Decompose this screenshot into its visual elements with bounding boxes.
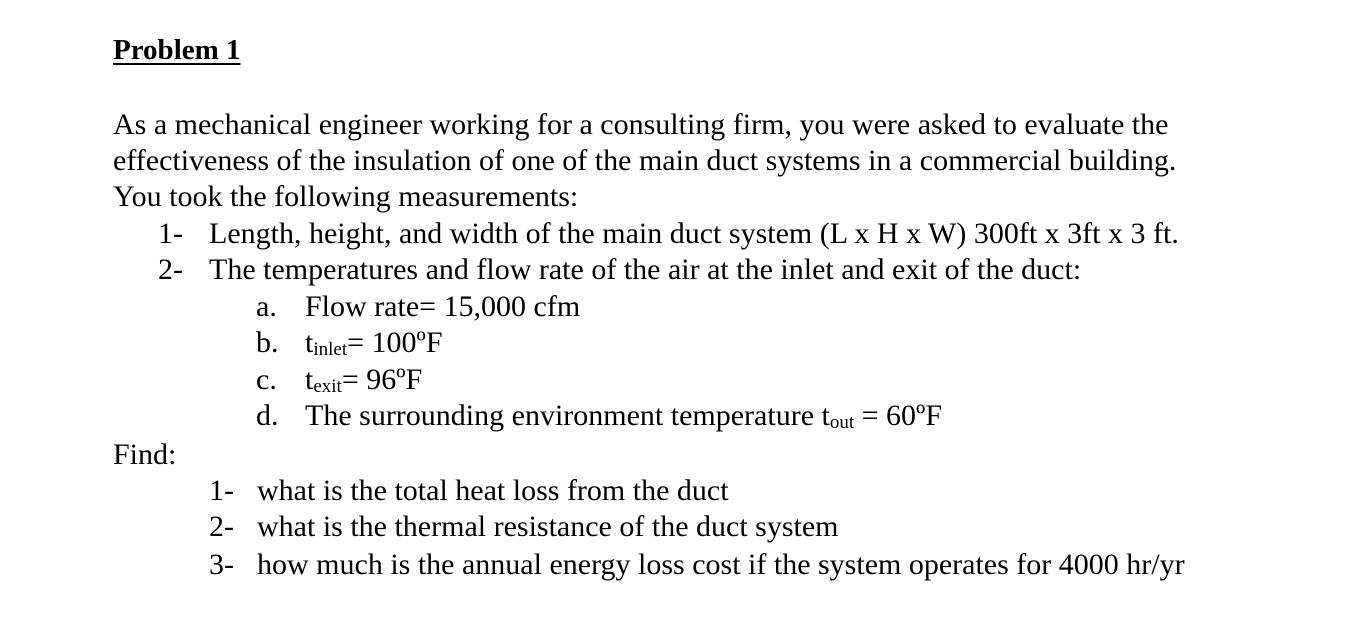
measurement-text: Length, height, and width of the main duct system (L x H x W) 300ft x 3ft x 3 ft. xyxy=(209,217,1179,250)
list-marker: c. xyxy=(256,363,277,396)
list-marker: 3- xyxy=(209,548,234,581)
intro-line: effectiveness of the insulation of one of the main duct systems in a commercial building. xyxy=(113,144,1177,177)
find-item-text: what is the total heat loss from the duct xyxy=(257,474,729,507)
find-item-text: what is the thermal resistance of the duct system xyxy=(257,510,839,543)
temperature-value: = 100ºF xyxy=(347,326,443,359)
problem-intro xyxy=(113,107,1313,215)
temperature-value: = 60ºF xyxy=(854,399,943,432)
sub-item-text xyxy=(305,398,942,441)
list-marker: d. xyxy=(256,399,279,432)
list-marker: 2- xyxy=(158,253,183,286)
temperature-subscript: exit xyxy=(313,376,342,397)
temperature-value: = 96ºF xyxy=(341,363,423,396)
problem-title: Problem 1 xyxy=(113,34,241,66)
list-marker: 1- xyxy=(209,474,234,507)
sub-item-description: The surrounding environment temperature xyxy=(305,399,822,432)
measurement-text: The temperatures and flow rate of the air at the inlet and exit of the duct: xyxy=(209,253,1082,286)
list-marker: b. xyxy=(256,326,279,359)
temperature-symbol: t xyxy=(821,399,830,432)
list-marker: a. xyxy=(256,290,277,323)
find-item-text: how much is the annual energy loss cost if the system operates for 4000 hr/yr xyxy=(257,548,1185,581)
list-marker: 2- xyxy=(209,510,234,543)
temperature-subscript: inlet xyxy=(313,339,348,360)
temperature-symbol: t xyxy=(305,326,314,359)
list-marker: 1- xyxy=(158,217,183,250)
temperature-symbol: t xyxy=(305,363,314,396)
find-label: Find: xyxy=(113,438,177,471)
intro-line: As a mechanical engineer working for a consulting firm, you were asked to evaluate the xyxy=(113,108,1169,141)
intro-line: You took the following measurements: xyxy=(113,180,579,213)
temperature-subscript: out xyxy=(829,412,855,433)
sub-item-text: Flow rate= 15,000 cfm xyxy=(305,290,581,323)
